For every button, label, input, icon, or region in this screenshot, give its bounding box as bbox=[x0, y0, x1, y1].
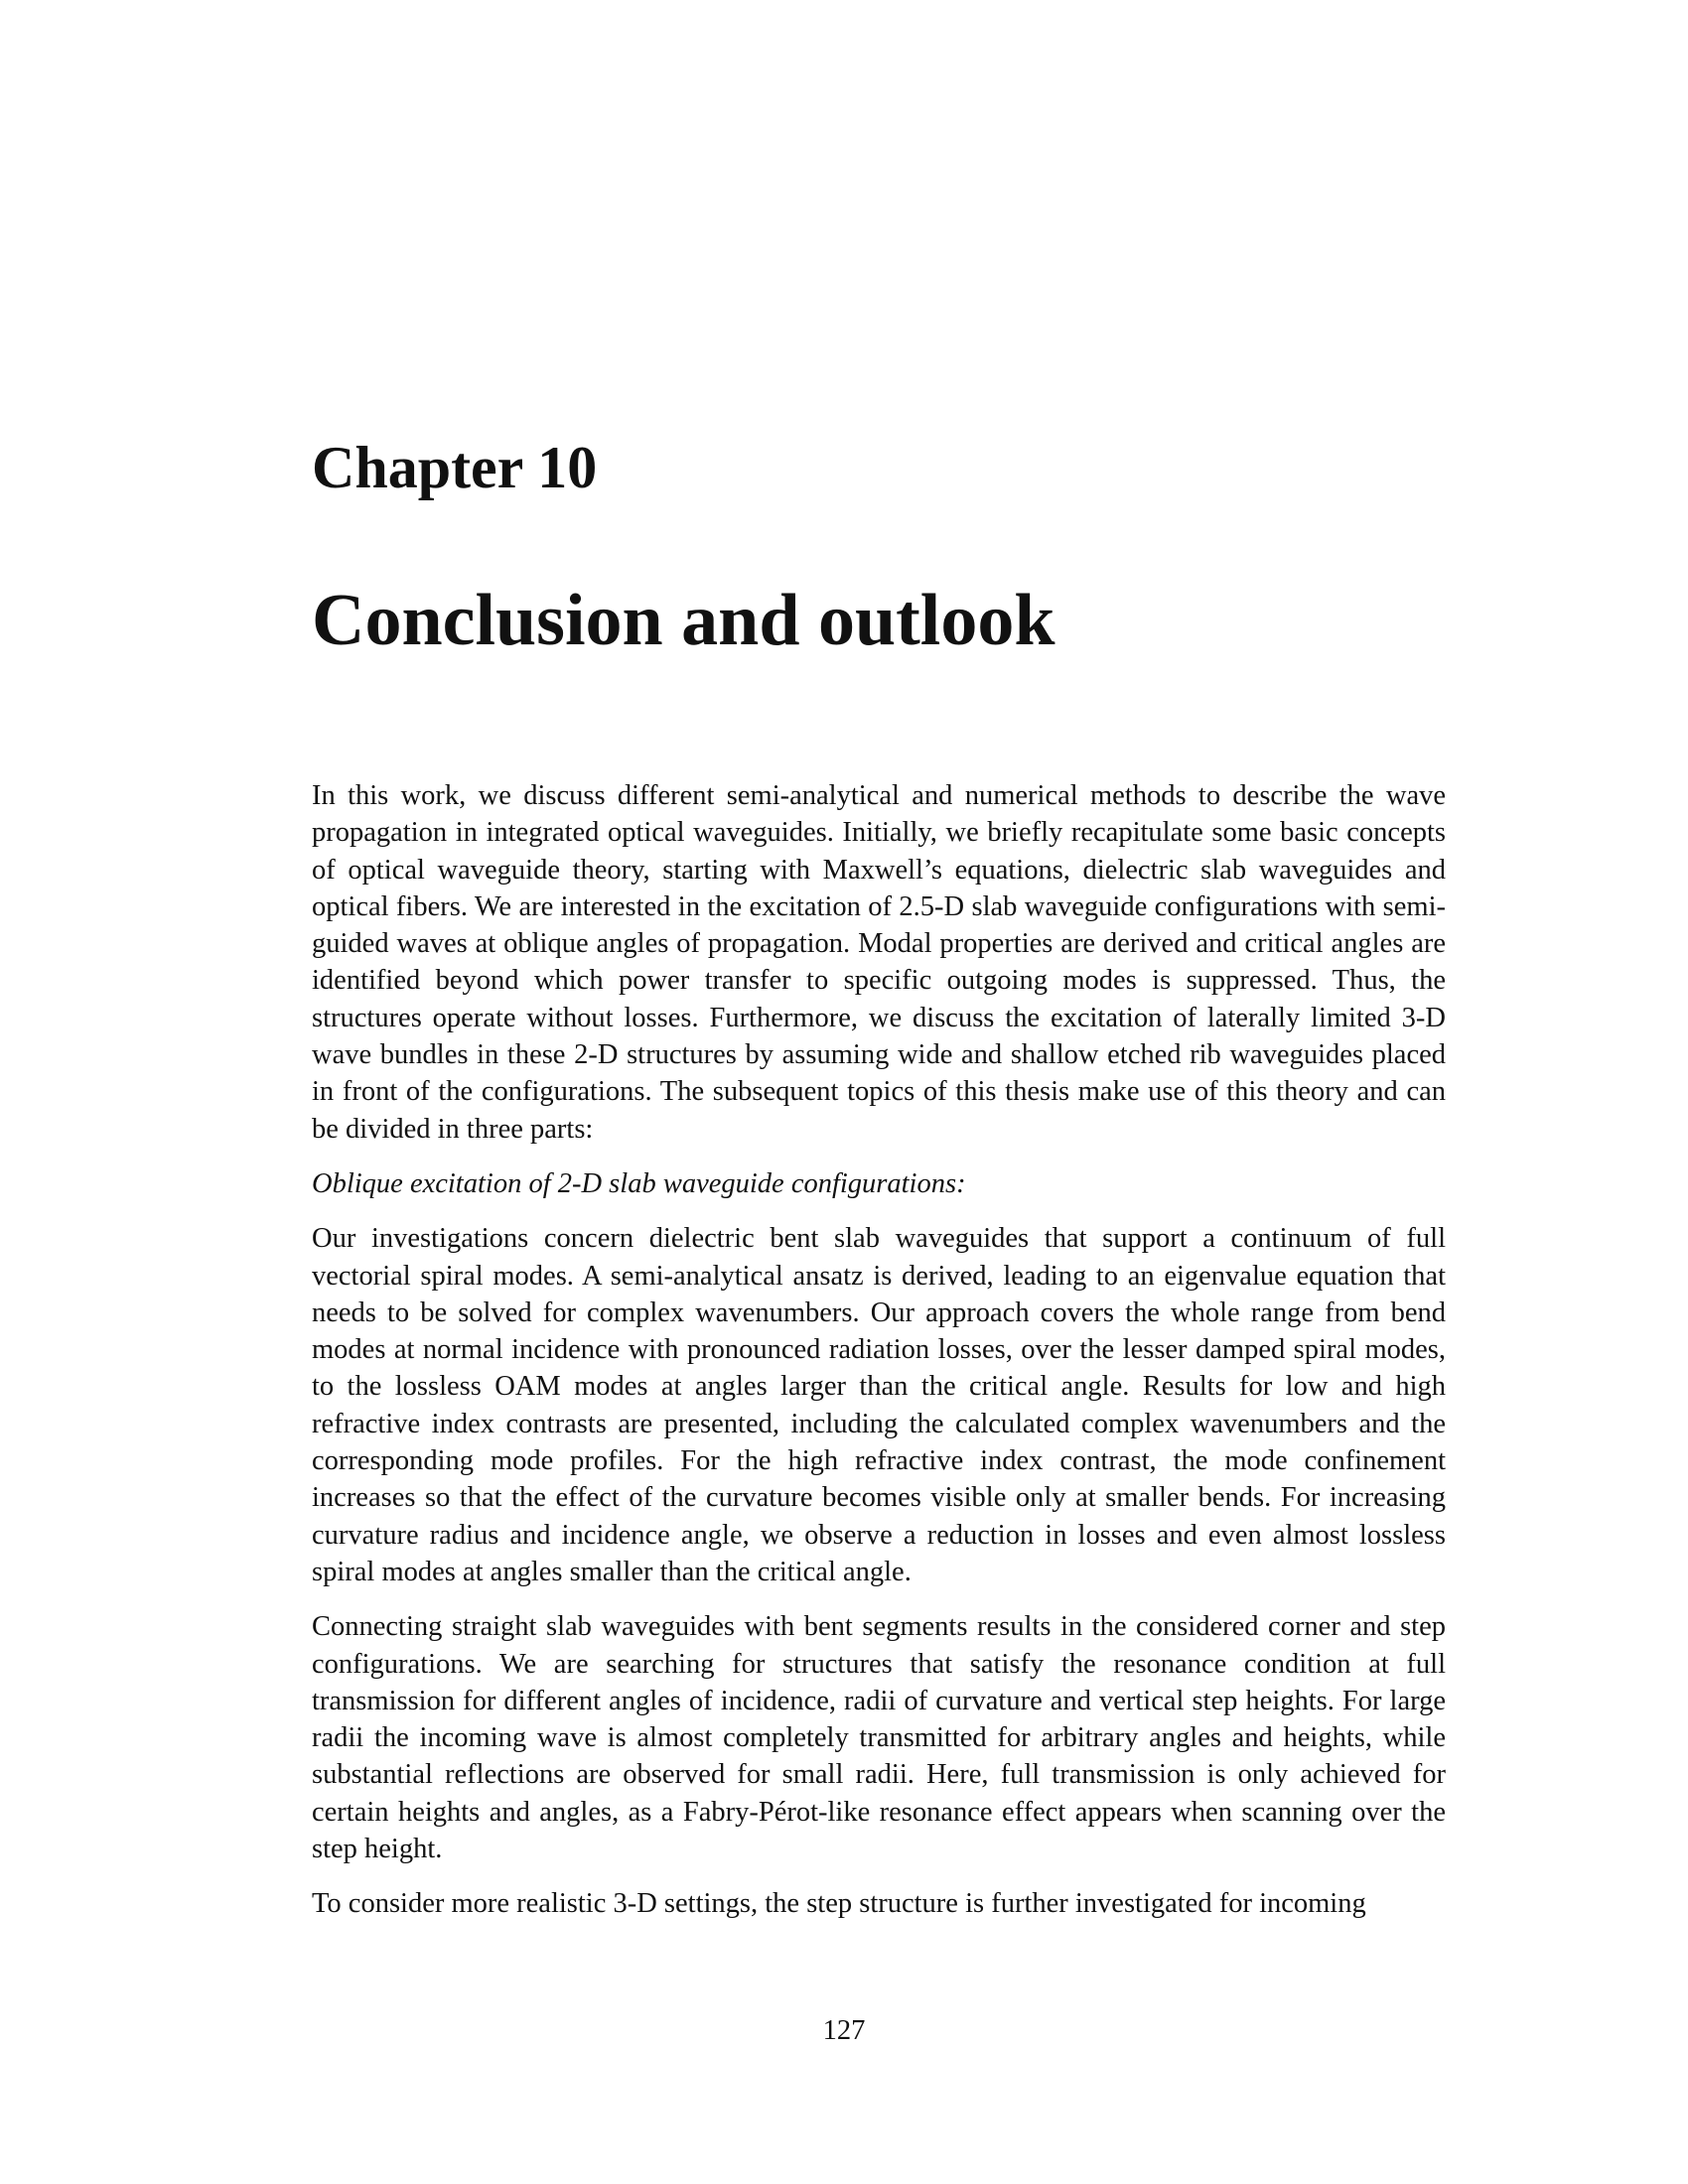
paragraph-intro: In this work, we discuss different semi-analytical and numerical methods to describe the wave propagation in integrated optical waveguides. Initially, we briefly recapitulate some basic concepts of optical waveguide theory, starting with Maxwell’s equations, dielectric slab waveguides and optical fibers. We are interested in the excitation of 2.5-D slab waveguide configurations with semi-guided waves at oblique angles of propagation. Modal properties are derived and critical angles are identified beyond which power transfer to specific outgoing modes is suppressed. Thus, the structures operate without losses. Furthermore, we discuss the excitation of laterally limited 3-D wave bundles in these 2-D structures by assuming wide and shallow etched rib waveguides placed in front of the configurations. The subsequent topics of this thesis make use of this theory and can be divided in three parts: bbox=[312, 780, 1446, 1145]
chapter-title: Conclusion and outlook bbox=[312, 580, 1055, 661]
paragraph-corner-step: Connecting straight slab waveguides with bent segments results in the considered corner and step configurations. We are searching for structures that satisfy the resonance condition at full transmission for different angles of incidence, radii of curvature and vertical step heights. For large radii the incoming wave is almost completely transmitted for arbitrary angles and heights, while substantial reflections are observed for small radii. Here, full transmission is only achieved for certain heights and angles, as a Fabry-Pérot-like resonance effect appears when scanning over the step height. bbox=[312, 1611, 1446, 1865]
page-number: 127 bbox=[822, 2015, 866, 2046]
paragraph-three-d: To consider more realistic 3-D settings, the step structure is further investigated for incoming bbox=[312, 1888, 1366, 1920]
section-heading: Oblique excitation of 2-D slab waveguide configurations: bbox=[312, 1167, 966, 1199]
chapter-label: Chapter 10 bbox=[312, 435, 598, 500]
paragraph-spiral-modes: Our investigations concern dielectric bent slab waveguides that support a continuum of full vectorial spiral modes. A semi-analytical ansatz is derived, leading to an eigenvalue equation that needs to be solved for complex wavenumbers. Our approach covers the whole range from bend modes at normal incidence with pronounced radiation losses, over the lesser damped spiral modes, to the lossless OAM modes at angles larger than the critical angle. Results for low and high refractive index contrasts are presented, including the calculated complex wavenumbers and the corresponding mode profiles. For the high refractive index contrast, the mode confinement increases so that the effect of the curvature becomes visible only at smaller bends. For increasing curvature radius and incidence angle, we observe a reduction in losses and even almost lossless spiral modes at angles smaller than the critical angle. bbox=[312, 1223, 1446, 1587]
body-text bbox=[312, 777, 1446, 1941]
